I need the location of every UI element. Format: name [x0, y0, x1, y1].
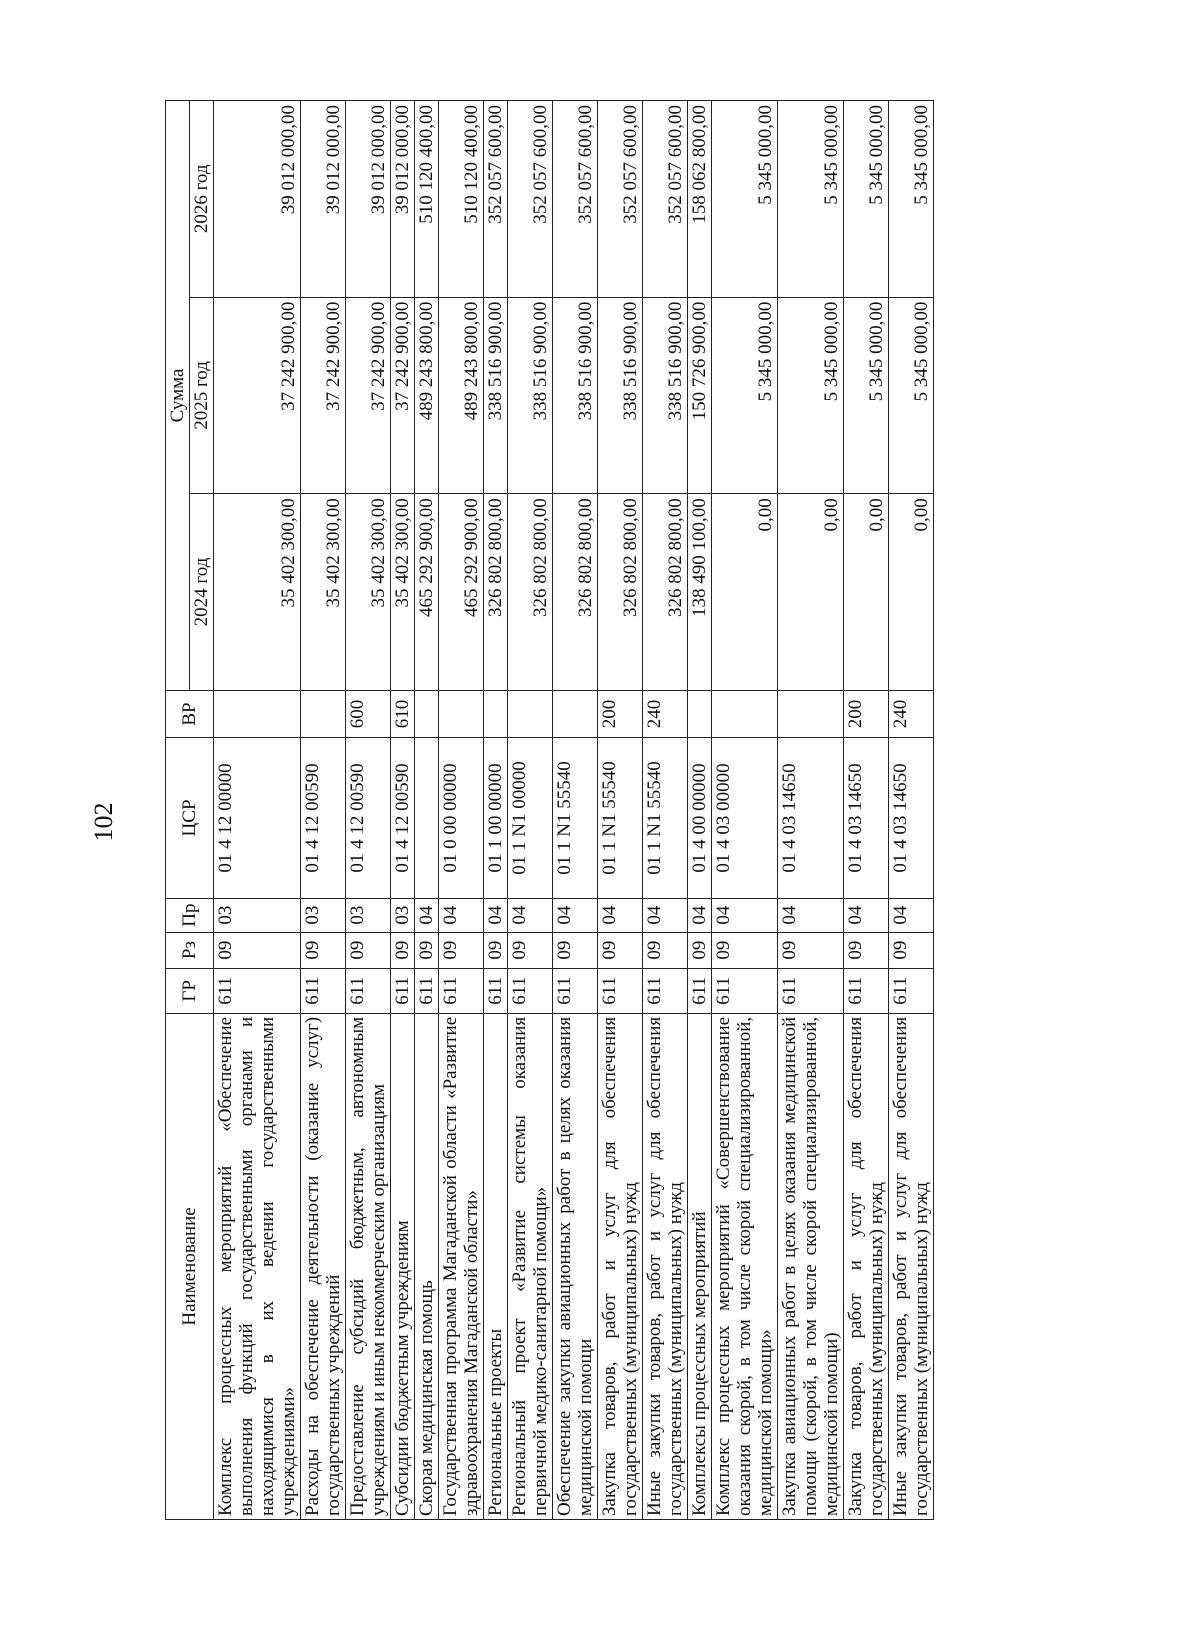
cell-sum-2026: 5 345 000,00 [889, 101, 934, 298]
header-pr: Пр [166, 898, 214, 932]
cell-vr [439, 690, 484, 737]
header-vr: ВР [166, 690, 214, 737]
cell-rz: 09 [439, 932, 484, 968]
cell-name: Иные закупки товаров, работ и услуг для обеспечения государственных (муниципальных) нужд [889, 1013, 934, 1519]
cell-csr: 01 4 12 00590 [301, 738, 346, 898]
header-year-2025: 2025 год [190, 297, 214, 494]
cell-rz: 09 [484, 932, 508, 968]
cell-sum-2026: 39 012 000,00 [214, 101, 301, 298]
cell-sum-2025: 338 516 900,00 [643, 297, 688, 494]
cell-vr [301, 690, 346, 737]
cell-sum-2025: 37 242 900,00 [301, 297, 346, 494]
cell-rz: 09 [415, 932, 439, 968]
cell-name: Обеспечение закупки авиационных работ в целях оказания медицинской помощи [553, 1013, 598, 1519]
cell-name: Иные закупки товаров, работ и услуг для обеспечения государственных (муниципальных) нужд [643, 1013, 688, 1519]
cell-csr: 01 0 00 00000 [439, 738, 484, 898]
cell-gr: 611 [214, 968, 301, 1013]
cell-sum-2024: 35 402 300,00 [214, 494, 301, 691]
cell-gr: 611 [598, 968, 643, 1013]
cell-rz: 09 [391, 932, 415, 968]
cell-sum-2025: 489 243 800,00 [415, 297, 439, 494]
cell-pr: 03 [301, 898, 346, 932]
cell-vr: 240 [889, 690, 934, 737]
cell-csr: 01 4 12 00590 [391, 738, 415, 898]
cell-rz: 09 [688, 932, 712, 968]
cell-sum-2026: 158 062 800,00 [688, 101, 712, 298]
cell-name: Комплекс процессных мероприятий «Обеспечение выполнения функций государственными органами и находящимися в их ведении государственными учреждениями» [214, 1013, 301, 1519]
cell-sum-2026: 352 057 600,00 [553, 101, 598, 298]
cell-name: Предоставление субсидий бюджетным, автономным учреждениям и иным некоммерческим организациям [346, 1013, 391, 1519]
cell-sum-2025: 338 516 900,00 [598, 297, 643, 494]
table-row [439, 101, 484, 1520]
cell-sum-2024: 326 802 800,00 [553, 494, 598, 691]
cell-sum-2026: 5 345 000,00 [778, 101, 844, 298]
cell-sum-2024: 326 802 800,00 [508, 494, 553, 691]
cell-sum-2024: 326 802 800,00 [598, 494, 643, 691]
header-csr: ЦСР [166, 738, 214, 898]
table-body [214, 101, 934, 1520]
cell-sum-2024: 35 402 300,00 [301, 494, 346, 691]
cell-csr: 01 1 00 00000 [484, 738, 508, 898]
cell-sum-2024: 0,00 [844, 494, 889, 691]
cell-vr [415, 690, 439, 737]
table-row [553, 101, 598, 1520]
cell-gr: 611 [712, 968, 778, 1013]
cell-sum-2026: 510 120 400,00 [439, 101, 484, 298]
cell-csr: 01 1 N1 55540 [643, 738, 688, 898]
cell-rz: 09 [214, 932, 301, 968]
cell-csr: 01 4 03 14650 [844, 738, 889, 898]
cell-rz: 09 [508, 932, 553, 968]
table-row [484, 101, 508, 1520]
cell-sum-2025: 150 726 900,00 [688, 297, 712, 494]
cell-vr [778, 690, 844, 737]
cell-name: Региональный проект «Развитие системы оказания первичной медико-санитарной помощи» [508, 1013, 553, 1519]
cell-csr: 01 4 00 00000 [688, 738, 712, 898]
budget-table [165, 100, 934, 1520]
cell-sum-2025: 489 243 800,00 [439, 297, 484, 494]
page-number: 102 [89, 802, 118, 842]
cell-pr: 04 [778, 898, 844, 932]
cell-name: Комплексы процессных мероприятий [688, 1013, 712, 1519]
cell-gr: 611 [508, 968, 553, 1013]
cell-gr: 611 [484, 968, 508, 1013]
cell-sum-2025: 338 516 900,00 [484, 297, 508, 494]
table-row [844, 101, 889, 1520]
cell-vr [688, 690, 712, 737]
header-year-2024: 2024 год [190, 494, 214, 691]
header-name: Наименование [166, 1013, 214, 1519]
cell-sum-2026: 39 012 000,00 [301, 101, 346, 298]
cell-vr [712, 690, 778, 737]
cell-sum-2026: 352 057 600,00 [598, 101, 643, 298]
cell-pr: 04 [484, 898, 508, 932]
cell-sum-2026: 39 012 000,00 [391, 101, 415, 298]
table-row [778, 101, 844, 1520]
cell-rz: 09 [643, 932, 688, 968]
cell-gr: 611 [301, 968, 346, 1013]
cell-csr: 01 1 N1 00000 [508, 738, 553, 898]
cell-name: Закупка авиационных работ в целях оказания медицинской помощи (скорой, в том числе скорой специализированной, медицинской помощи) [778, 1013, 844, 1519]
cell-gr: 611 [889, 968, 934, 1013]
cell-gr: 611 [415, 968, 439, 1013]
cell-pr: 03 [214, 898, 301, 932]
cell-name: Субсидии бюджетным учреждениям [391, 1013, 415, 1519]
cell-rz: 09 [346, 932, 391, 968]
table-row [688, 101, 712, 1520]
cell-name: Региональные проекты [484, 1013, 508, 1519]
cell-vr: 240 [643, 690, 688, 737]
cell-sum-2024: 326 802 800,00 [643, 494, 688, 691]
cell-sum-2025: 338 516 900,00 [553, 297, 598, 494]
budget-table-container [165, 100, 1065, 1520]
cell-vr [484, 690, 508, 737]
cell-vr [214, 690, 301, 737]
cell-sum-2024: 326 802 800,00 [484, 494, 508, 691]
cell-vr: 610 [391, 690, 415, 737]
cell-vr: 200 [598, 690, 643, 737]
cell-sum-2024: 465 292 900,00 [439, 494, 484, 691]
cell-sum-2025: 5 345 000,00 [778, 297, 844, 494]
cell-pr: 04 [889, 898, 934, 932]
cell-pr: 03 [346, 898, 391, 932]
table-row [391, 101, 415, 1520]
cell-pr: 04 [439, 898, 484, 932]
cell-sum-2025: 5 345 000,00 [889, 297, 934, 494]
cell-sum-2025: 37 242 900,00 [391, 297, 415, 494]
cell-pr: 04 [415, 898, 439, 932]
cell-rz: 09 [889, 932, 934, 968]
cell-sum-2026: 352 057 600,00 [508, 101, 553, 298]
cell-name: Комплекс процессных мероприятий «Совершенствование оказания скорой, в том числе скорой специализированной, медицинской помощи» [712, 1013, 778, 1519]
cell-gr: 611 [439, 968, 484, 1013]
cell-sum-2025: 37 242 900,00 [346, 297, 391, 494]
cell-sum-2026: 352 057 600,00 [484, 101, 508, 298]
cell-csr: 01 1 N1 55540 [553, 738, 598, 898]
cell-gr: 611 [778, 968, 844, 1013]
header-rz: Рз [166, 932, 214, 968]
cell-name: Скорая медицинская помощь [415, 1013, 439, 1519]
cell-rz: 09 [778, 932, 844, 968]
cell-csr: 01 4 12 00590 [346, 738, 391, 898]
table-row [643, 101, 688, 1520]
cell-gr: 611 [346, 968, 391, 1013]
cell-pr: 04 [712, 898, 778, 932]
cell-gr: 611 [553, 968, 598, 1013]
cell-csr: 01 4 03 14650 [889, 738, 934, 898]
cell-pr: 04 [688, 898, 712, 932]
cell-vr: 200 [844, 690, 889, 737]
cell-rz: 09 [712, 932, 778, 968]
cell-sum-2024: 465 292 900,00 [415, 494, 439, 691]
cell-pr: 03 [391, 898, 415, 932]
cell-rz: 09 [553, 932, 598, 968]
cell-sum-2025: 5 345 000,00 [844, 297, 889, 494]
cell-vr [553, 690, 598, 737]
cell-name: Закупка товаров, работ и услуг для обеспечения государственных (муниципальных) нужд [598, 1013, 643, 1519]
cell-gr: 611 [643, 968, 688, 1013]
header-gr: ГР [166, 968, 214, 1013]
table-row [301, 101, 346, 1520]
table-row [415, 101, 439, 1520]
cell-name: Закупка товаров, работ и услуг для обеспечения государственных (муниципальных) нужд [844, 1013, 889, 1519]
cell-csr: 01 1 N1 55540 [598, 738, 643, 898]
cell-vr [508, 690, 553, 737]
cell-sum-2024: 138 490 100,00 [688, 494, 712, 691]
cell-sum-2025: 5 345 000,00 [712, 297, 778, 494]
cell-rz: 09 [844, 932, 889, 968]
cell-sum-2025: 37 242 900,00 [214, 297, 301, 494]
cell-sum-2026: 352 057 600,00 [643, 101, 688, 298]
cell-name: Государственная программа Магаданской области «Развитие здравоохранения Магаданской области» [439, 1013, 484, 1519]
cell-rz: 09 [598, 932, 643, 968]
table-row [598, 101, 643, 1520]
cell-name: Расходы на обеспечение деятельности (оказание услуг) государственных учреждений [301, 1013, 346, 1519]
cell-sum-2026: 510 120 400,00 [415, 101, 439, 298]
table-header [166, 101, 214, 1520]
cell-pr: 04 [844, 898, 889, 932]
cell-csr: 01 4 12 00000 [214, 738, 301, 898]
cell-pr: 04 [598, 898, 643, 932]
cell-sum-2024: 0,00 [889, 494, 934, 691]
cell-sum-2026: 5 345 000,00 [712, 101, 778, 298]
cell-sum-2024: 0,00 [712, 494, 778, 691]
cell-csr: 01 4 03 14650 [778, 738, 844, 898]
cell-csr: 01 4 03 00000 [712, 738, 778, 898]
cell-gr: 611 [844, 968, 889, 1013]
table-row [346, 101, 391, 1520]
cell-pr: 04 [643, 898, 688, 932]
cell-sum-2025: 338 516 900,00 [508, 297, 553, 494]
cell-rz: 09 [301, 932, 346, 968]
header-year-2026: 2026 год [190, 101, 214, 298]
cell-csr [415, 738, 439, 898]
header-sum: Сумма [166, 101, 190, 691]
cell-gr: 611 [688, 968, 712, 1013]
cell-pr: 04 [508, 898, 553, 932]
cell-sum-2024: 0,00 [778, 494, 844, 691]
table-row [889, 101, 934, 1520]
cell-sum-2024: 35 402 300,00 [346, 494, 391, 691]
cell-vr: 600 [346, 690, 391, 737]
cell-sum-2026: 5 345 000,00 [844, 101, 889, 298]
cell-sum-2024: 35 402 300,00 [391, 494, 415, 691]
table-row [712, 101, 778, 1520]
cell-gr: 611 [391, 968, 415, 1013]
table-row [508, 101, 553, 1520]
table-row [214, 101, 301, 1520]
cell-sum-2026: 39 012 000,00 [346, 101, 391, 298]
cell-pr: 04 [553, 898, 598, 932]
